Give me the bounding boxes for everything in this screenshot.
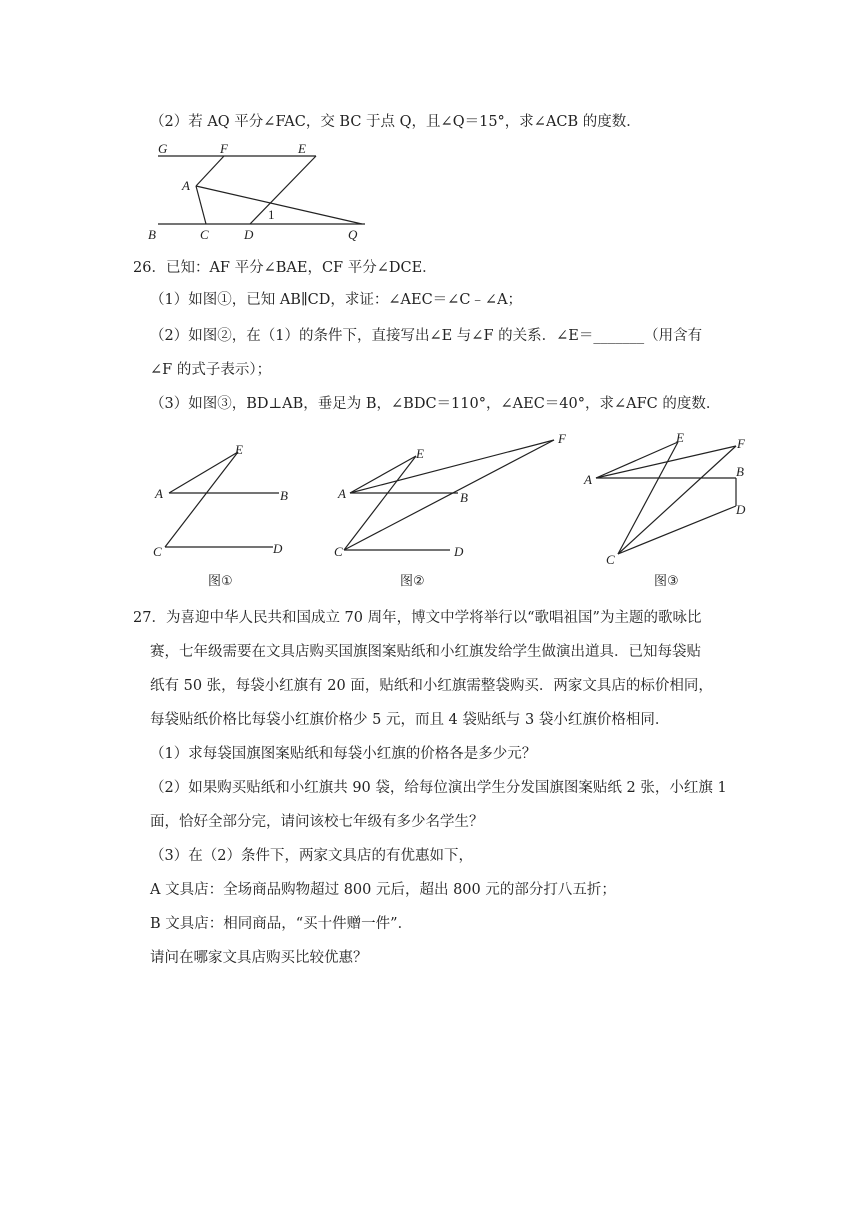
fig1-label-D: D xyxy=(273,541,283,556)
q26-part2-line1: （2）如图②，在（1）的条件下，直接写出∠E 与∠F 的关系．∠E＝_______（用含有 xyxy=(150,328,703,344)
fig2-label-D: D xyxy=(454,544,464,559)
fig3-label-B: B xyxy=(736,464,744,479)
label-G: G xyxy=(158,141,168,156)
fig1-label-C: C xyxy=(153,544,162,559)
q26-figure-2 xyxy=(330,428,580,566)
q27-shop-b: B 文具店：相同商品，“买十件赠一件”． xyxy=(150,916,413,932)
label-D: D xyxy=(244,227,254,242)
fig1-label-B: B xyxy=(280,488,288,503)
fig2-label-F: F xyxy=(558,431,566,446)
q27-part3: （3）在（2）条件下，两家文具店的有优惠如下， xyxy=(150,848,473,864)
q26-caption-2: 图② xyxy=(400,574,425,589)
fig3-label-C: C xyxy=(606,552,615,567)
label-C: C xyxy=(200,227,209,242)
q26-figure-3 xyxy=(578,428,760,570)
label-1: 1 xyxy=(268,207,275,222)
q26-part2-line2: ∠F 的式子表示）； xyxy=(150,362,272,378)
q25-figure xyxy=(140,138,380,248)
label-E: E xyxy=(298,141,306,156)
q26-stem: 26．已知：AF 平分∠BAE，CF 平分∠DCE． xyxy=(133,260,437,276)
q27-part2-line1: （2）如果购买贴纸和小红旗共 90 袋，给每位演出学生分发国旗图案贴纸 2 张，小红旗 1 xyxy=(150,780,727,796)
q26-part3: （3）如图③，BD⊥AB，垂足为 B，∠BDC＝110°，∠AEC＝40°，求∠AFC 的度数． xyxy=(150,396,721,412)
fig1-label-A: A xyxy=(155,486,163,501)
q27-line-3: 纸有 50 张，每袋小红旗有 20 面，贴纸和小红旗需整袋购买．两家文具店的标价相同， xyxy=(150,678,713,694)
q26-caption-1: 图① xyxy=(208,574,233,589)
q27-part2-line2: 面，恰好全部分完，请问该校七年级有多少名学生？ xyxy=(150,814,484,830)
q26-caption-3: 图③ xyxy=(654,574,679,589)
fig2-label-A: A xyxy=(338,486,346,501)
label-F: F xyxy=(220,141,228,156)
fig3-label-D: D xyxy=(736,502,746,517)
q27-question: 请问在哪家文具店购买比较优惠？ xyxy=(150,950,368,966)
q25-part2-text: （2）若 AQ 平分∠FAC，交 BC 于点 Q，且∠Q＝15°，求∠ACB 的度数． xyxy=(150,114,641,130)
fig2-label-E: E xyxy=(416,446,424,461)
fig3-label-F: F xyxy=(737,436,745,451)
q26-figure-1 xyxy=(145,440,295,570)
fig3-label-A: A xyxy=(584,472,592,487)
label-A: A xyxy=(182,178,190,193)
fig2-label-B: B xyxy=(460,490,468,505)
label-B: B xyxy=(148,227,156,242)
label-Q: Q xyxy=(348,227,358,242)
fig2-label-C: C xyxy=(334,544,343,559)
q26-part1: （1）如图①，已知 AB∥CD，求证：∠AEC＝∠C﹣∠A； xyxy=(150,292,523,308)
q27-line-1: 27．为喜迎中华人民共和国成立 70 周年，博文中学将举行以“歌唱祖国”为主题的歌咏比 xyxy=(133,610,702,626)
q27-shop-a: A 文具店：全场商品购物超过 800 元后，超出 800 元的部分打八五折； xyxy=(150,882,616,898)
fig1-label-E: E xyxy=(235,442,243,457)
q27-line-4: 每袋贴纸价格比每袋小红旗价格少 5 元，而且 4 袋贴纸与 3 袋小红旗价格相同． xyxy=(150,712,670,728)
q27-line-2: 赛，七年级需要在文具店购买国旗图案贴纸和小红旗发给学生做演出道具．已知每袋贴 xyxy=(150,644,701,660)
q27-part1: （1）求每袋国旗图案贴纸和每袋小红旗的价格各是多少元？ xyxy=(150,746,537,762)
fig3-label-E: E xyxy=(676,430,684,445)
